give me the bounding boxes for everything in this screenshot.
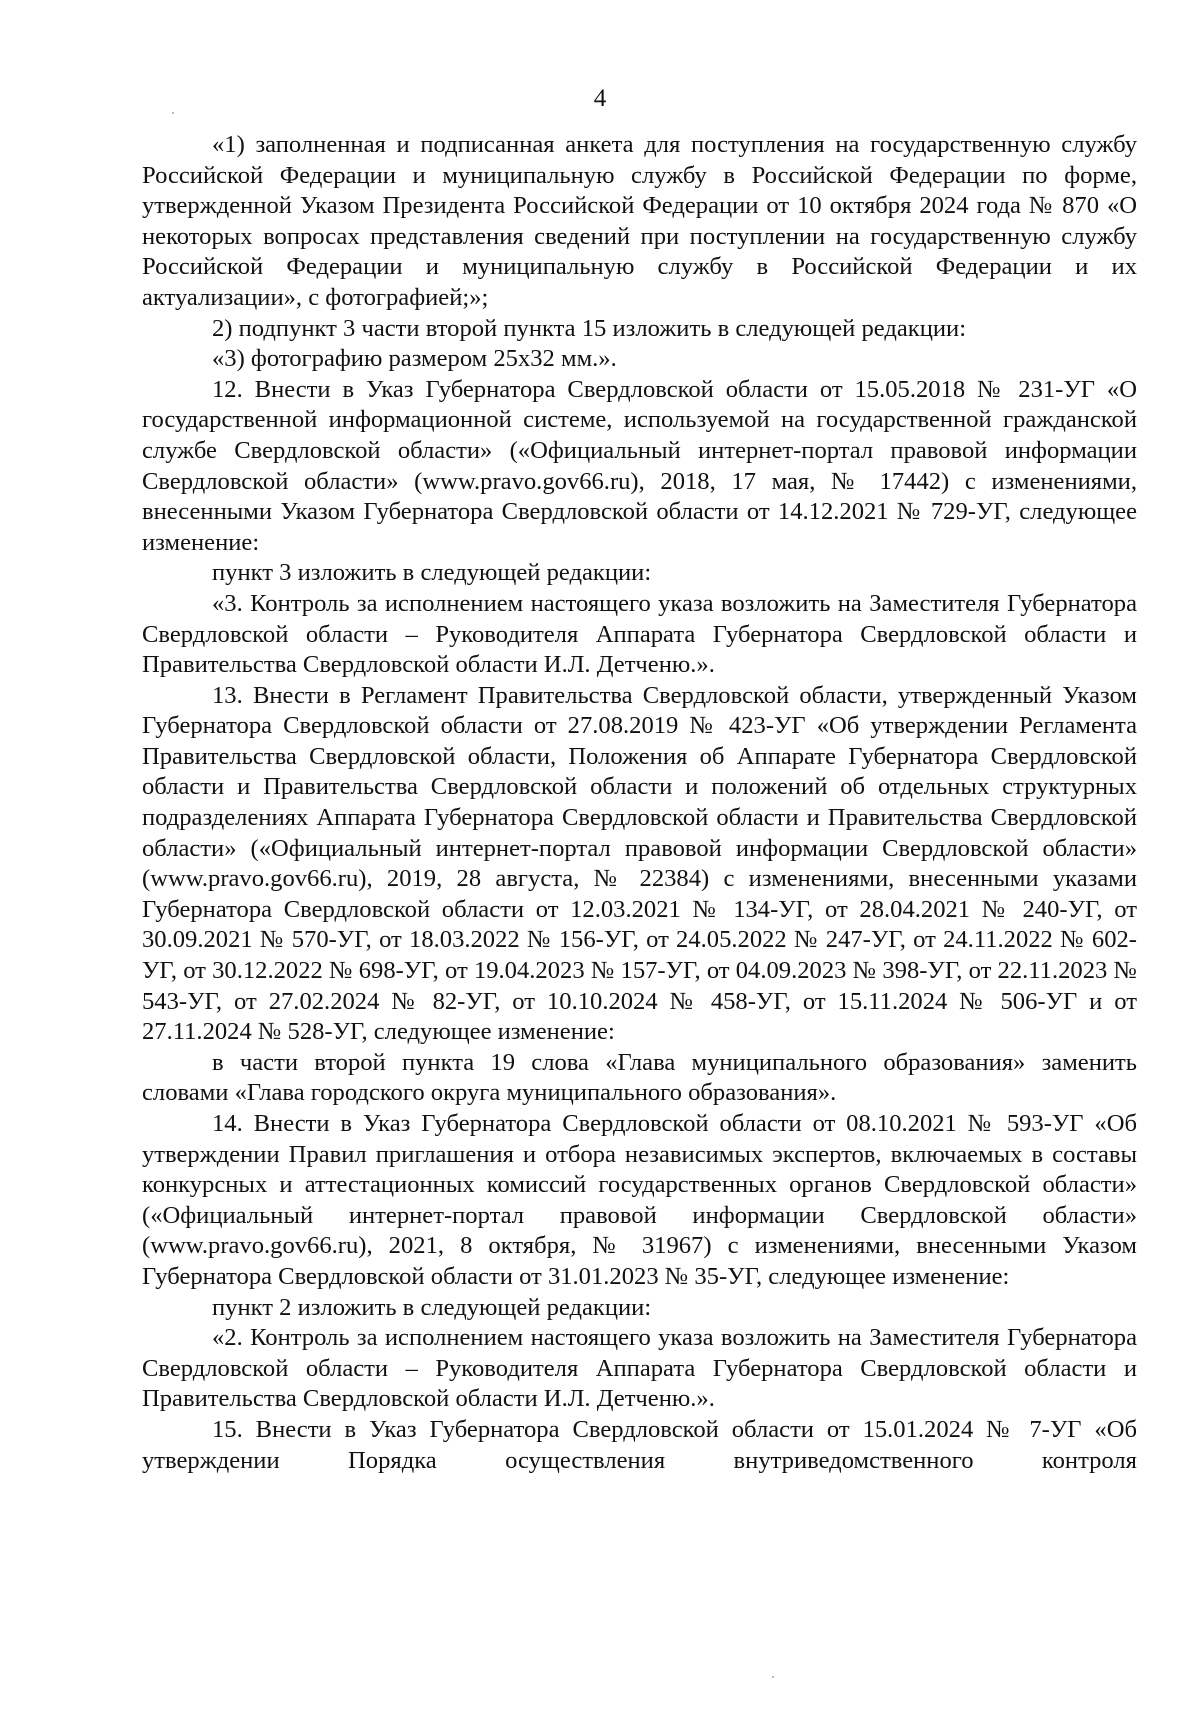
paragraph: в части второй пункта 19 слова «Глава муниципального образования» заменить словами «Глава городского округа муниципального образования».: [142, 1048, 1137, 1107]
paragraph: 14. Внести в Указ Губернатора Свердловской области от 08.10.2021 № 593-УГ «Об утверждении Правил приглашения и отбора независимых экспертов, включаемых в составы конкурсных и аттестационных комиссий государственных органов Свердловской области» («Официальный интернет-портал правовой информации Свердловской области» (www.pravo.gov66.ru), 2021, 8 октября, № 31967) с изменениями, внесенными Указом Губернатора Свердловской области от 31.01.2023 № 35-УГ, следующее изменение:: [142, 1110, 1137, 1290]
paragraph: «1) заполненная и подписанная анкета для поступления на государственную службу Российской Федерации и муниципальную службу в Российской Федерации по форме, утвержденной Указом Президента Российской Федерации от 10 октября 2024 года № 870 «О некоторых вопросах представления сведений при поступлении на государственную службу Российской Федерации и муниципальную службу в Российской Федерации и их актуализации», с фотографией;»;: [142, 131, 1137, 311]
paragraph: 2) подпункт 3 части второй пункта 15 изложить в следующей редакции:: [212, 314, 967, 342]
document-body: [142, 130, 1137, 1476]
scan-artifact: [772, 1676, 774, 1678]
paragraph: «2. Контроль за исполнением настоящего указа возложить на Заместителя Губернатора Свердловской области – Руководителя Аппарата Губернатора Свердловской области и Правительства Свердловской области И.Л. Детченю.».: [142, 1324, 1137, 1413]
paragraph: «3) фотографию размером 25х32 мм.».: [212, 345, 617, 373]
paragraph: 12. Внести в Указ Губернатора Свердловской области от 15.05.2018 № 231-УГ «О государственной информационной системе, используемой на государственной гражданской службе Свердловской области» («Официальный интернет-портал правовой информации Свердловской области» (www.pravo.gov66.ru), 2018, 17 мая, № 17442) с изменениями, внесенными Указом Губернатора Свердловской области от 14.12.2021 № 729-УГ, следующее изменение:: [142, 375, 1137, 556]
paragraph: 13. Внести в Регламент Правительства Свердловской области, утвержденный Указом Губернатора Свердловской области от 27.08.2019 № 423-УГ «Об утверждении Регламента Правительства Свердловской области, Положения об Аппарате Губернатора Свердловской области и Правительства Свердловской области и положений об отдельных структурных подразделениях Аппарата Губернатора Свердловской области и Правительства Свердловской области» («Официальный интернет-портал правовой информации Свердловской области» (www.pravo.gov66.ru), 2019, 28 августа, № 22384) с изменениями, внесенными указами Губернатора Свердловской области от 12.03.2021 № 134-УГ, от 28.04.2021 № 240-УГ, от 30.09.2021 № 570-УГ, от 18.03.2022 № 156-УГ, от 24.05.2022 № 247-УГ, от 24.11.2022 № 602-УГ, от 30.12.2022 № 698-УГ, от 19.04.2023 № 157-УГ, от 04.09.2023 № 398-УГ, от 22.11.2023 № 543-УГ, от 27.02.2024 № 82-УГ, от 10.10.2024 № 458-УГ, от 15.11.2024 № 506-УГ и от 27.11.2024 № 528-УГ, следующее изменение:: [142, 681, 1137, 1046]
paragraph: 15. Внести в Указ Губернатора Свердловской области от 15.01.2024 № 7-УГ «Об утверждении Порядка осуществления внутриведомственного контроля: [142, 1415, 1137, 1474]
page-number: 4: [593, 85, 607, 112]
paragraph: «3. Контроль за исполнением настоящего указа возложить на Заместителя Губернатора Свердловской области – Руководителя Аппарата Губернатора Свердловской области и Правительства Свердловской области И.Л. Детченю.».: [142, 589, 1137, 679]
scan-artifact: [172, 112, 174, 114]
paragraph: пункт 3 изложить в следующей редакции:: [212, 559, 652, 587]
paragraph: пункт 2 изложить в следующей редакции:: [212, 1293, 652, 1321]
